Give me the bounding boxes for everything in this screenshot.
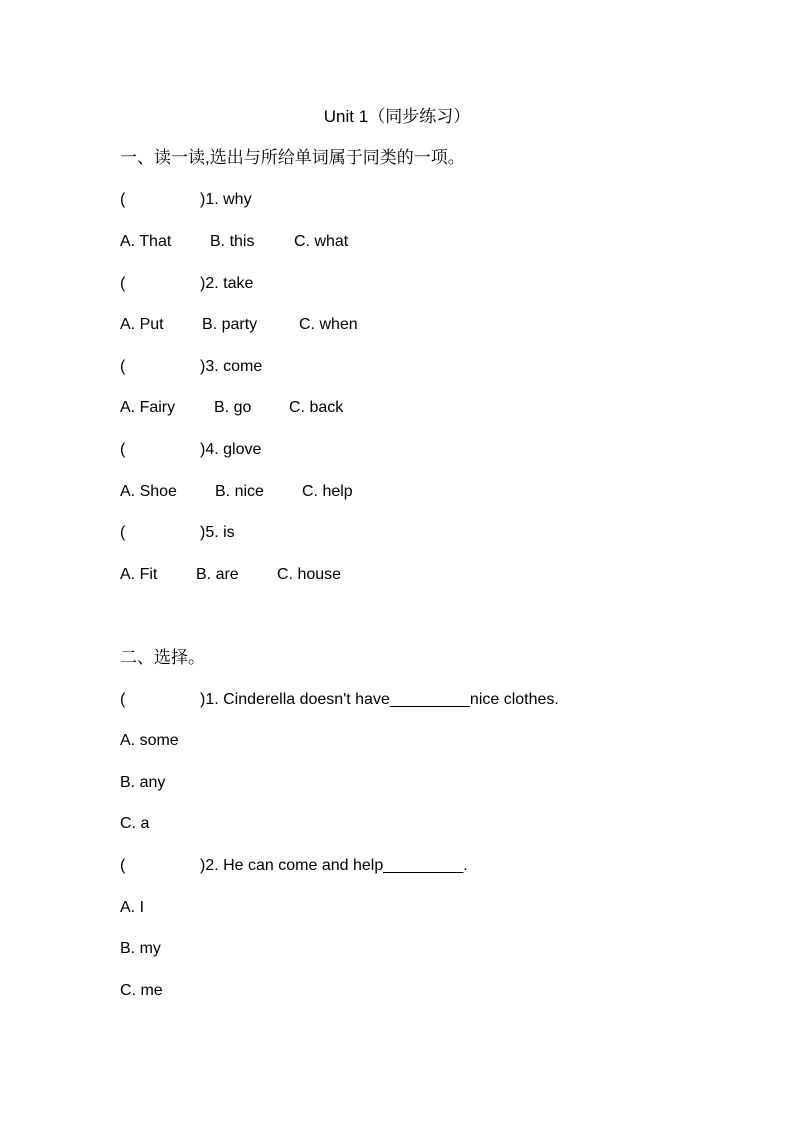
option-b: B. are [196,566,239,583]
option-c: C. back [289,399,344,416]
question-stem: )3. come [200,358,263,375]
answer-blank: ( [120,358,126,375]
answer-blank: ( [120,691,126,708]
section2-question-1 [120,689,559,711]
option-a: A. That [120,233,172,250]
section2-heading: 二、选择。 [120,648,205,667]
option-b: B. nice [215,483,264,500]
section1-question-5 [120,522,235,544]
section2-q2-option-b: B. my [120,940,161,957]
option-c: C. help [302,483,353,500]
answer-blank: ( [120,524,126,541]
section1-question-2 [120,273,253,295]
option-a: A. Fit [120,566,158,583]
section2-q2-option-a: A. I [120,899,145,916]
answer-blank: ( [120,441,126,458]
section1-question-4 [120,439,261,461]
option-c: C. house [277,566,342,583]
question-stem: )1. Cinderella doesn't have_________nice clothes. [200,691,559,708]
question-stem: )2. take [200,275,254,292]
option-b: B. go [214,399,252,416]
option-c: C. what [294,233,349,250]
section2-q2-option-c: C. me [120,982,163,999]
question-stem: )2. He can come and help_________. [200,857,468,874]
section2-q1-option-c: C. a [120,815,150,832]
section1-options-4 [120,481,353,503]
section1-heading: 一、读一读,选出与所给单词属于同类的一项。 [120,148,465,167]
option-a: A. Fairy [120,399,176,416]
section1-question-1 [120,189,252,211]
answer-blank: ( [120,191,126,208]
answer-blank: ( [120,275,126,292]
section1-options-5 [120,564,341,586]
question-stem: )5. is [200,524,235,541]
answer-blank: ( [120,857,126,874]
section2-q1-option-a: A. some [120,732,179,749]
section1-options-1 [120,231,348,253]
section1-options-2 [120,314,358,336]
question-stem: )4. glove [200,441,262,458]
option-b: B. this [210,233,255,250]
option-b: B. party [202,316,258,333]
option-a: A. Shoe [120,483,177,500]
page-title: Unit 1（同步练习） [323,107,471,126]
section2-question-2 [120,855,468,877]
section1-question-3 [120,356,262,378]
option-a: A. Put [120,316,164,333]
question-stem: )1. why [200,191,252,208]
section2-q1-option-b: B. any [120,774,166,791]
section1-options-3 [120,397,343,419]
option-c: C. when [299,316,358,333]
